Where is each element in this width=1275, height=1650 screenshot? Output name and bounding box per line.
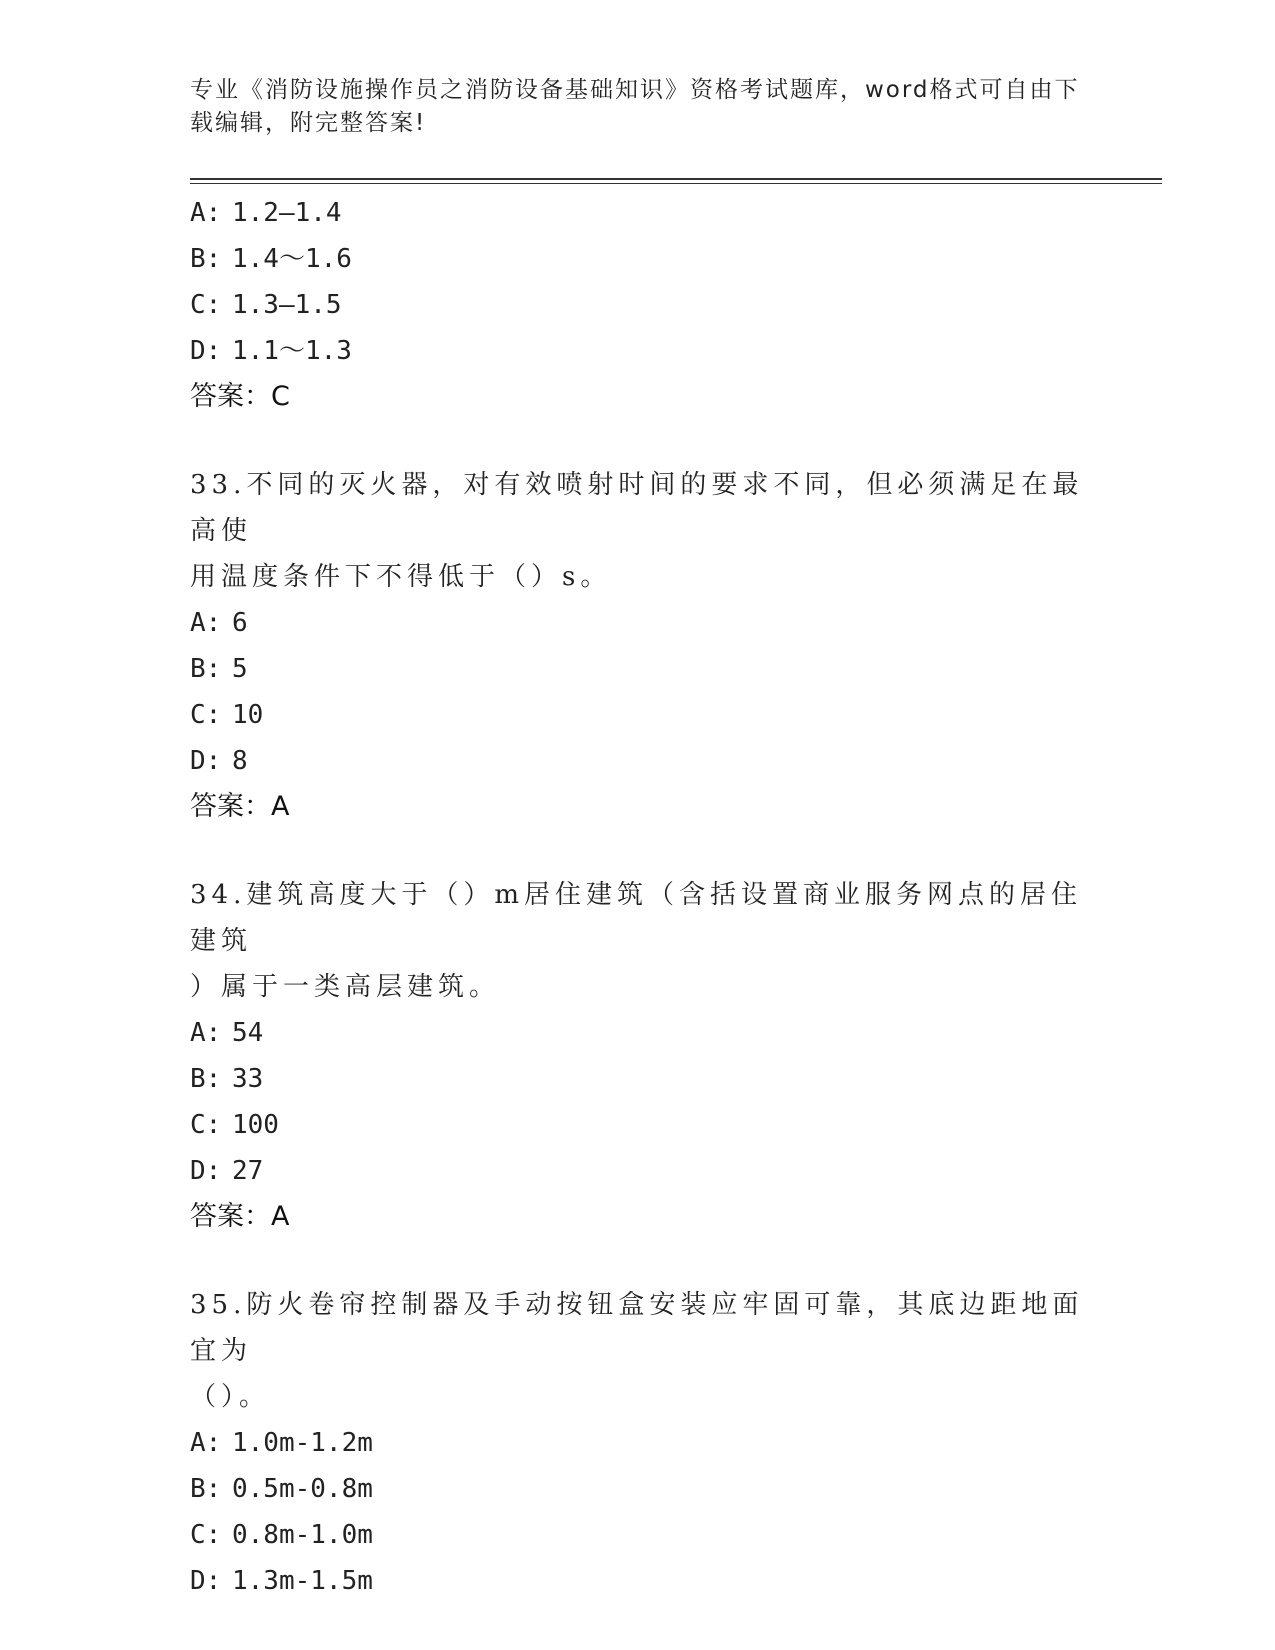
option-c	[190, 692, 1090, 738]
option-text: 8	[232, 746, 248, 776]
answer-line: 答案：A	[190, 791, 290, 822]
option-a	[190, 1010, 1090, 1056]
question-line-1: 33.不同的灭火器，对有效喷射时间的要求不同，但必须满足在最高使	[190, 470, 1084, 546]
option-label: C:	[190, 700, 222, 730]
question-text	[190, 872, 1090, 1010]
option-text: 33	[232, 1064, 264, 1094]
question-32-block	[190, 190, 1090, 420]
question-33-block	[190, 462, 1090, 830]
option-text: 1.1～1.3	[232, 336, 352, 366]
option-a	[190, 1420, 1090, 1466]
option-label: A:	[190, 1428, 222, 1458]
option-label: A:	[190, 1018, 222, 1048]
option-text: 5	[232, 654, 248, 684]
option-label: B:	[190, 1474, 222, 1504]
option-label: D:	[190, 1566, 222, 1596]
document-header	[190, 74, 1080, 140]
option-label: A:	[190, 608, 222, 638]
option-text: 6	[232, 608, 248, 638]
option-text: 1.4～1.6	[232, 244, 352, 274]
option-label: B:	[190, 1064, 222, 1094]
option-text: 27	[232, 1156, 264, 1186]
question-line-2: ）属于一类高层建筑。	[190, 972, 501, 1002]
question-list	[190, 190, 1090, 1604]
option-d	[190, 1148, 1090, 1194]
option-label: D:	[190, 746, 222, 776]
question-34-block	[190, 872, 1090, 1240]
header-divider-thin	[190, 183, 1162, 184]
option-c	[190, 1102, 1090, 1148]
question-35-block	[190, 1282, 1090, 1604]
option-label: A:	[190, 198, 222, 228]
option-d	[190, 738, 1090, 784]
question-line-1: 34.建筑高度大于（）m居住建筑（含括设置商业服务网点的居住建筑	[190, 880, 1083, 956]
option-b	[190, 1466, 1090, 1512]
option-label: B:	[190, 244, 222, 274]
option-text: 1.3m-1.5m	[232, 1566, 373, 1596]
option-label: B:	[190, 654, 222, 684]
option-label: C:	[190, 290, 222, 320]
option-b	[190, 646, 1090, 692]
option-d	[190, 1558, 1090, 1604]
answer-line: 答案：C	[190, 381, 290, 412]
header-divider-thick	[190, 178, 1162, 180]
option-text: 1.0m-1.2m	[232, 1428, 373, 1458]
question-text	[190, 462, 1090, 600]
option-text: 54	[232, 1018, 264, 1048]
option-a	[190, 600, 1090, 646]
option-text: 1.3—1.5	[232, 290, 342, 320]
option-text: 1.2—1.4	[232, 198, 342, 228]
question-line-2: 用温度条件下不得低于（）s。	[190, 562, 612, 592]
option-a	[190, 190, 1090, 236]
option-b	[190, 1056, 1090, 1102]
question-line-2: （）。	[190, 1382, 271, 1412]
answer-line: 答案：A	[190, 1201, 290, 1232]
option-label: C:	[190, 1110, 222, 1140]
option-d	[190, 328, 1090, 374]
option-c	[190, 282, 1090, 328]
option-label: C:	[190, 1520, 222, 1550]
option-text: 100	[232, 1110, 279, 1140]
question-line-1: 35.防火卷帘控制器及手动按钮盒安装应牢固可靠，其底边距地面宜为	[190, 1290, 1084, 1366]
option-text: 0.8m-1.0m	[232, 1520, 373, 1550]
option-text: 10	[232, 700, 264, 730]
option-c	[190, 1512, 1090, 1558]
option-label: D:	[190, 336, 222, 366]
option-text: 0.5m-0.8m	[232, 1474, 373, 1504]
question-text	[190, 1282, 1090, 1420]
header-line-1: 专业《消防设施操作员之消防设备基础知识》资格考试题库，word格式可自由下	[190, 77, 1080, 103]
option-label: D:	[190, 1156, 222, 1186]
option-b	[190, 236, 1090, 282]
header-line-2: 载编辑，附完整答案!	[190, 110, 427, 136]
